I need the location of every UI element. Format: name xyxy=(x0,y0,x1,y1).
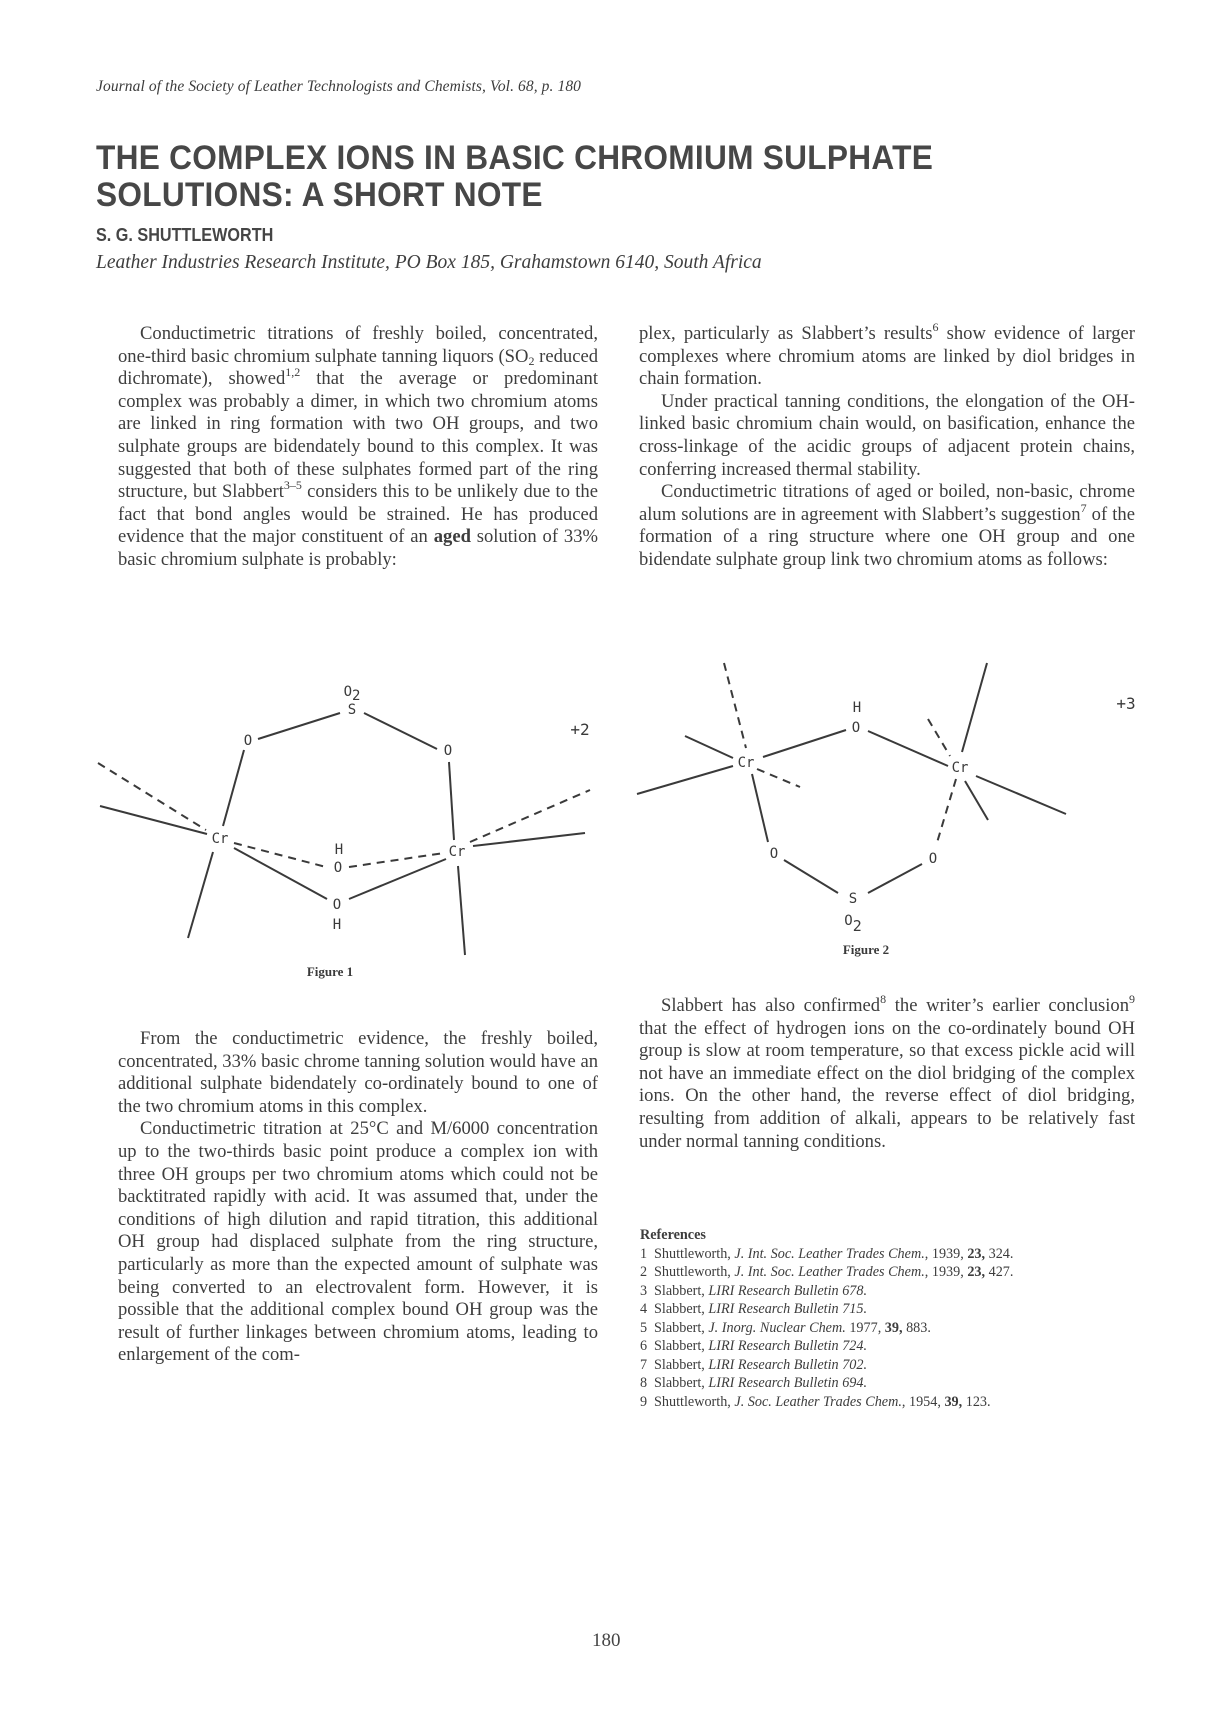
figure-1-atoms xyxy=(212,684,466,933)
reference-journal: LIRI Research Bulletin 715. xyxy=(708,1301,868,1317)
atom-h-mid: H xyxy=(334,842,344,858)
figure-1-charge: +2 xyxy=(570,720,590,739)
atom-o-top: O xyxy=(851,720,861,736)
atom-o-left: O xyxy=(243,733,253,749)
reference-number: 4 xyxy=(640,1301,648,1317)
atom-o-mid: O xyxy=(333,860,343,876)
reference-author: Slabbert, xyxy=(654,1375,709,1391)
reference-journal: LIRI Research Bulletin 694. xyxy=(708,1375,868,1391)
citation-7[interactable]: 7 xyxy=(1080,500,1087,515)
reference-author: Slabbert, xyxy=(654,1338,709,1354)
figure-1-bonds xyxy=(98,713,590,955)
reference-item xyxy=(640,1393,1160,1412)
reference-page: 427. xyxy=(985,1264,1014,1280)
reference-year: , 1954, xyxy=(901,1393,945,1410)
reference-author: Shuttleworth, xyxy=(654,1393,735,1410)
reference-number: 6 xyxy=(640,1338,648,1354)
reference-item xyxy=(640,1374,1160,1393)
author-affiliation: Leather Industries Research Institute, PO Box 185, Grahamstown 6140, South Africa xyxy=(96,252,762,273)
title-line-2: SOLUTIONS: A SHORT NOTE xyxy=(96,176,543,214)
citation-8[interactable]: 8 xyxy=(880,992,887,1006)
reference-author: Slabbert, xyxy=(654,1356,709,1373)
reference-journal: J. Inorg. Nuclear Chem. xyxy=(708,1319,846,1336)
atom-cr-right: Cr xyxy=(951,760,969,776)
reference-number: 2 xyxy=(640,1264,648,1280)
reference-volume: 39, xyxy=(884,1319,903,1336)
page-number: 180 xyxy=(592,1630,621,1651)
atom-o-bottom: O xyxy=(332,897,342,913)
reference-journal: LIRI Research Bulletin 678. xyxy=(708,1282,868,1299)
reference-journal: J. Soc. Leather Trades Chem. xyxy=(734,1393,902,1410)
reference-year: , 1939, xyxy=(924,1245,968,1262)
reference-item xyxy=(640,1337,1160,1356)
citation-3-5[interactable]: 3–5 xyxy=(283,478,302,493)
text: considers this to be unlikely due to the fact that bond angles would be strained. He has produced evidence that the major constituent of an xyxy=(118,481,598,548)
references xyxy=(640,1226,1160,1411)
reference-volume: 23, xyxy=(967,1264,986,1280)
text: plex, particularly as Slabbert’s results xyxy=(639,323,933,344)
bold-term: aged xyxy=(433,526,471,548)
text: of the formation of a ring structure where one OH group and one bidendate sulphate group link two chromium atoms as follows: xyxy=(639,503,1135,570)
citation-9[interactable]: 9 xyxy=(1129,992,1135,1006)
atom-h-bottom: H xyxy=(332,917,342,933)
reference-page: 324. xyxy=(985,1245,1014,1262)
text: that the effect of hydrogen ions on the co-ordinately bound OH group is slow at room temperature, so that excess pickle acid will not have an immediate effect on the diol bridging of the complex ions. On the other hand, the reverse effect of diol bridging, resulting from addition of alkali, appears to be relatively fast under normal tanning conditions. xyxy=(639,1017,1135,1152)
text: the writer’s earlier conclusion xyxy=(886,995,1129,1016)
reference-list xyxy=(640,1245,1160,1412)
atom-cr-right: Cr xyxy=(448,844,466,860)
atom-cr-left: Cr xyxy=(737,755,755,771)
reference-page: 123. xyxy=(962,1393,991,1410)
reference-author: Slabbert, xyxy=(654,1319,709,1336)
reference-page: 883. xyxy=(902,1319,931,1336)
text: solution of 33% basic chromium sulphate is probably: xyxy=(118,526,598,570)
reference-item xyxy=(640,1245,1160,1264)
reference-year: , 1939, xyxy=(924,1264,968,1280)
atom-o2: O2 xyxy=(844,913,862,935)
title-line-1: THE COMPLEX IONS IN BASIC CHROMIUM SULPHATE xyxy=(96,139,934,177)
right-column-bottom xyxy=(639,992,1135,1153)
reference-item xyxy=(640,1282,1160,1301)
text: reduced dichromate), showed xyxy=(118,345,598,390)
text: that the average or predominant complex was probably a dimer, in which two chromium atoms are linked in ring formation with two OH groups, and two sulphate groups are bidendately bound to this complex. It was suggested that both of these sulphates formed part of the ring structure, but Slabbert xyxy=(118,368,598,503)
reference-journal: J. Int. Soc. Leather Trades Chem. xyxy=(734,1264,925,1280)
atom-s: S xyxy=(347,702,357,718)
text: Conductimetric titrations of freshly boiled, concentrated, one-third basic chromium sulphate tanning liquors (SO xyxy=(118,323,598,367)
text: show evidence of larger complexes where chromium atoms are linked by diol bridges in chain formation. xyxy=(639,323,1135,390)
reference-author: Slabbert, xyxy=(654,1282,709,1299)
atom-h-top: H xyxy=(852,700,862,716)
atom-o-right: O xyxy=(928,851,938,867)
reference-author: Shuttleworth, xyxy=(654,1245,735,1262)
reference-year: 1977, xyxy=(845,1319,885,1336)
atom-o2: O2 xyxy=(343,684,361,704)
text: Slabbert has also confirmed xyxy=(661,995,881,1016)
atom-s: S xyxy=(848,891,858,907)
citation-1-2[interactable]: 1,2 xyxy=(285,365,301,380)
paragraph-2: From the conductimetric evidence, the freshly boiled, concentrated, 33% basic chrome tanning solution would have an additional sulphate bidendately co-ordinately bound to one of the two chromium atoms in this complex. xyxy=(118,1028,598,1117)
figure-2-bonds xyxy=(637,663,1066,893)
paragraph-6 xyxy=(639,992,1135,1153)
atom-o-right: O xyxy=(443,743,453,759)
left-column-bottom xyxy=(118,1028,598,1367)
reference-item xyxy=(640,1300,1160,1319)
figure-2-caption: Figure 2 xyxy=(842,942,890,957)
reference-item xyxy=(640,1263,1160,1282)
reference-number: 5 xyxy=(640,1319,648,1336)
atom-cr-left: Cr xyxy=(211,831,229,847)
reference-number: 3 xyxy=(640,1282,648,1299)
figure-1-caption: Figure 1 xyxy=(306,964,354,979)
reference-item xyxy=(640,1319,1160,1338)
paragraph-4: Under practical tanning conditions, the elongation of the OH-linked basic chromium chain would, on basification, enhance the cross-linkage of the acidic groups of adjacent protein chains, conferring increased thermal stability. xyxy=(639,390,1135,480)
paragraph-3: Conductimetric titration at 25°C and M/6000 concentration up to the two-thirds basic point produce a complex ion with three OH groups per two chromium atoms which could not be backtitrated rapidly with acid. It was assumed that, under the conditions of high dilution and rapid titration, this additional OH group had displaced sulphate from the ring structure, particularly as more than the expected amount of sulphate was being converted to an electrovalent form. However, it is possible that the additional complex bound OH group was the result of further linkages between chromium atoms, leading to enlargement of the com- xyxy=(118,1118,598,1366)
figure-2-atoms xyxy=(738,700,969,935)
subscript: 2 xyxy=(528,353,535,368)
reference-journal: J. Int. Soc. Leather Trades Chem. xyxy=(734,1245,925,1262)
reference-number: 8 xyxy=(640,1375,648,1391)
reference-number: 9 xyxy=(640,1393,648,1410)
reference-journal: LIRI Research Bulletin 702. xyxy=(708,1356,868,1373)
figure-2-charge: +3 xyxy=(1116,694,1136,713)
reference-number: 1 xyxy=(640,1245,648,1262)
reference-number: 7 xyxy=(640,1356,648,1373)
reference-volume: 39, xyxy=(944,1393,963,1410)
reference-author: Slabbert, xyxy=(654,1301,709,1317)
reference-journal: LIRI Research Bulletin 724. xyxy=(708,1338,868,1354)
atom-o-left: O xyxy=(769,846,779,862)
reference-item xyxy=(640,1356,1160,1375)
reference-author: Shuttleworth, xyxy=(654,1264,735,1280)
journal-header: Journal of the Society of Leather Technologists and Chemists, Vol. 68, p. 180 xyxy=(96,78,582,95)
references-heading: References xyxy=(640,1227,706,1243)
citation-6[interactable]: 6 xyxy=(932,320,939,334)
author-name: S. G. SHUTTLEWORTH xyxy=(96,225,274,245)
reference-volume: 23, xyxy=(967,1245,986,1262)
text: Conductimetric titrations of aged or boiled, non-basic, chrome alum solutions are in agreement with Slabbert’s suggestion xyxy=(639,481,1135,525)
